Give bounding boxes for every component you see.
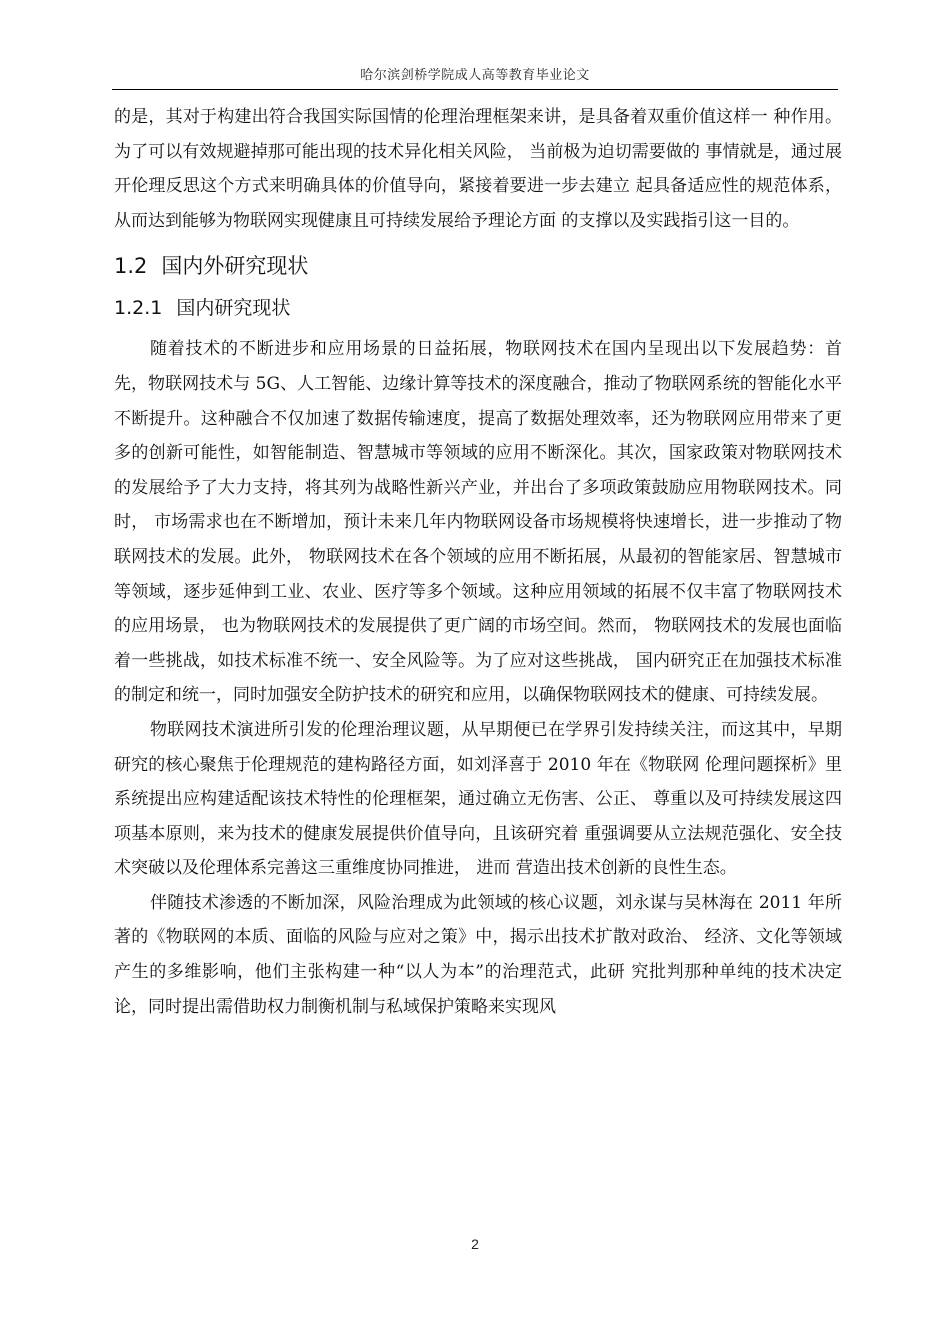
page-body: [114, 100, 842, 1024]
section-number: 1.2: [114, 254, 148, 279]
paragraph-risk-governance: 伴随技术渗透的不断加深，风险治理成为此领域的核心议题，刘永谋与吴林海在 2011 年所著的《物联网的本质、面临的风险与应对之策》中，揭示出技术扩散对政治、 经济、文化等领域产生的多维影响，他们主张构建一种“以人为本”的治理范式，此研 究批判那种单纯的技术决定论，同时提出需借助权力制衡机制与私域保护策略来实现风: [114, 892, 842, 1017]
subsection-number: 1.2.1: [114, 297, 163, 320]
paragraph-intro-continuation: 的是，其对于构建出符合我国实际国情的伦理治理框架来讲，是具备着双重价值这样一 种作用。为了可以有效规避掉那可能出现的技术异化相关风险， 当前极为迫切需要做的 事情就是，通过展开伦理反思这个方式来明确具体的价值导向，紧接着要进一步去建立 起具备适应性的规范体系，从而达到能够为物联网实现健康且可持续发展给予理论方面 的支撑以及实践指引这一目的。: [114, 107, 842, 231]
section-heading: [114, 246, 842, 286]
running-header: 哈尔滨剑桥学院成人高等教育毕业论文: [360, 68, 590, 83]
section-title: 国内外研究现状: [161, 254, 309, 279]
page-number: 2: [471, 1236, 479, 1252]
subsection-heading: [114, 288, 842, 328]
paragraph-domestic-trends: 随着技术的不断进步和应用场景的日益拓展，物联网技术在国内呈现出以下发展趋势：首先，物联网技术与 5G、人工智能、边缘计算等技术的深度融合，推动了物联网系统的智能化水平不断提升。这种融合不仅加速了数据传输速度，提高了数据处理效率，还为物联网应用带来了更多的创新可能性，如智能制造、智慧城市等领域的应用不断深化。其次，国家政策对物联网技术的发展给予了大力支持，将其列为战略性新兴产业，并出台了多项政策鼓励应用物联网技术。同时， 市场需求也在不断增加，预计未来几年内物联网设备市场规模将快速增长，进一步推动了物联网技术的发展。此外， 物联网技术在各个领域的应用不断拓展，从最初的智能家居、智慧城市等领域，逐步延伸到工业、农业、医疗等多个领域。这种应用领域的拓展不仅丰富了物联网技术的应用场景， 也为物联网技术的发展提供了更广阔的市场空间。然而， 物联网技术的发展也面临着一些挑战，如技术标准不统一、安全风险等。为了应对这些挑战， 国内研究正在加强技术标准的制定和统一，同时加强安全防护技术的研究和应用，以确保物联网技术的健康、可持续发展。: [114, 339, 842, 706]
subsection-title: 国内研究现状: [176, 297, 291, 320]
header-divider: [112, 89, 838, 90]
paragraph-ethics-research: 物联网技术演进所引发的伦理治理议题，从早期便已在学界引发持续关注，而这其中，早期研究的核心聚焦于伦理规范的建构路径方面，如刘泽喜于 2010 年在《物联网 伦理问题探析》里系统提出应构建适配该技术特性的伦理框架，通过确立无伤害、公正、 尊重以及可持续发展这四项基本原则，来为技术的健康发展提供价值导向，且该研究着 重强调要从立法规范强化、安全技术突破以及伦理体系完善这三重维度协同推进， 进而 营造出技术创新的良性生态。: [114, 719, 842, 879]
